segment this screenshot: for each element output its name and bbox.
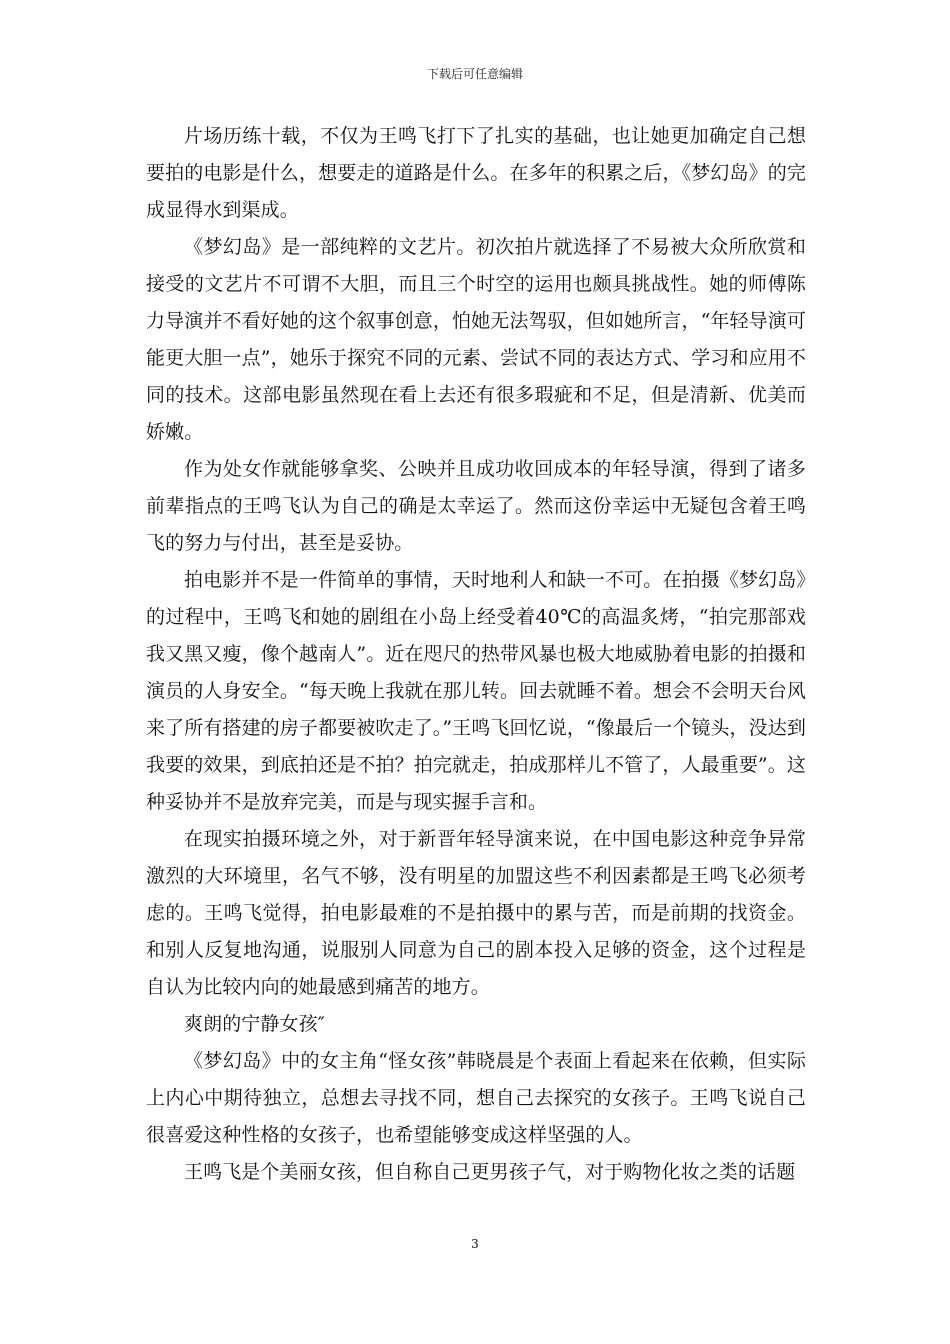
paragraph: 拍电影并不是一件简单的事情，天时地利人和缺一不可。在拍摄《梦幻岛》的过程中，王鸣飞和她的剧组在小岛上经受着40℃的高温炙烤，“拍完那部戏我又黑又瘦，像个越南人”。近在咫尺的热带风暴也极大地威胁着电影的拍摄和演员的人身安全。“每天晚上我就在那儿转。回去就睡不着。想会不会明天台风来了所有搭建的房子都要被吹走了。”王鸣飞回忆说，“像最后一个镜头，没达到我要的效果，到底拍还是不拍？拍完就走，拍成那样儿不管了，人最重要”。这种妥协并不是放弃完美，而是与现实握手言和。 bbox=[146, 569, 806, 813]
section-heading: 爽朗的宁静女孩″ bbox=[184, 1013, 325, 1035]
page-number: 3 bbox=[471, 1237, 479, 1251]
paragraph: 《梦幻岛》是一部纯粹的文艺片。初次拍片就选择了不易被大众所欣赏和接受的文艺片不可谓不大胆，而且三个时空的运用也颇具挑战性。她的师傅陈力导演并不看好她的这个叙事创意，怕她无法驾驭，但如她所言，“年轻导演可能更大胆一点”，她乐于探究不同的元素、尝试不同的表达方式、学习和应用不同的技术。这部电影虽然现在看上去还有很多瑕疵和不足，但是清新、优美而娇嫩。 bbox=[146, 236, 806, 443]
paragraph: 片场历练十载，不仅为王鸣飞打下了扎实的基础，也让她更加确定自己想要拍的电影是什么，想要走的道路是什么。在多年的积累之后，《梦幻岛》的完成显得水到渠成。 bbox=[146, 125, 806, 221]
document-body bbox=[146, 118, 806, 1191]
paragraph: 王鸣飞是个美丽女孩，但自称自己更男孩子气，对于购物化妆之类的话题 bbox=[184, 1161, 796, 1183]
paragraph: 在现实拍摄环境之外，对于新晋年轻导演来说，在中国电影这种竞争异常激烈的大环境里，名气不够，没有明星的加盟这些不利因素都是王鸣飞必须考虑的。王鸣飞觉得，拍电影最难的不是拍摄中的累与苦，而是前期的找资金。和别人反复地沟通，说服别人同意为自己的剧本投入足够的资金，这个过程是自认为比较内向的她最感到痛苦的地方。 bbox=[146, 828, 806, 998]
paragraph: 《梦幻岛》中的女主角“怪女孩”韩晓晨是个表面上看起来在依赖，但实际上内心中期待独立，总想去寻找不同，想自己去探究的女孩子。王鸣飞说自己很喜爱这种性格的女孩子，也希望能够变成这样坚强的人。 bbox=[146, 1050, 806, 1146]
page-header: 下载后可任意编辑 bbox=[426, 67, 523, 81]
paragraph: 作为处女作就能够拿奖、公映并且成功收回成本的年轻导演，得到了诸多前辈指点的王鸣飞认为自己的确是太幸运了。然而这份幸运中无疑包含着王鸣飞的努力与付出，甚至是妥协。 bbox=[146, 458, 806, 554]
